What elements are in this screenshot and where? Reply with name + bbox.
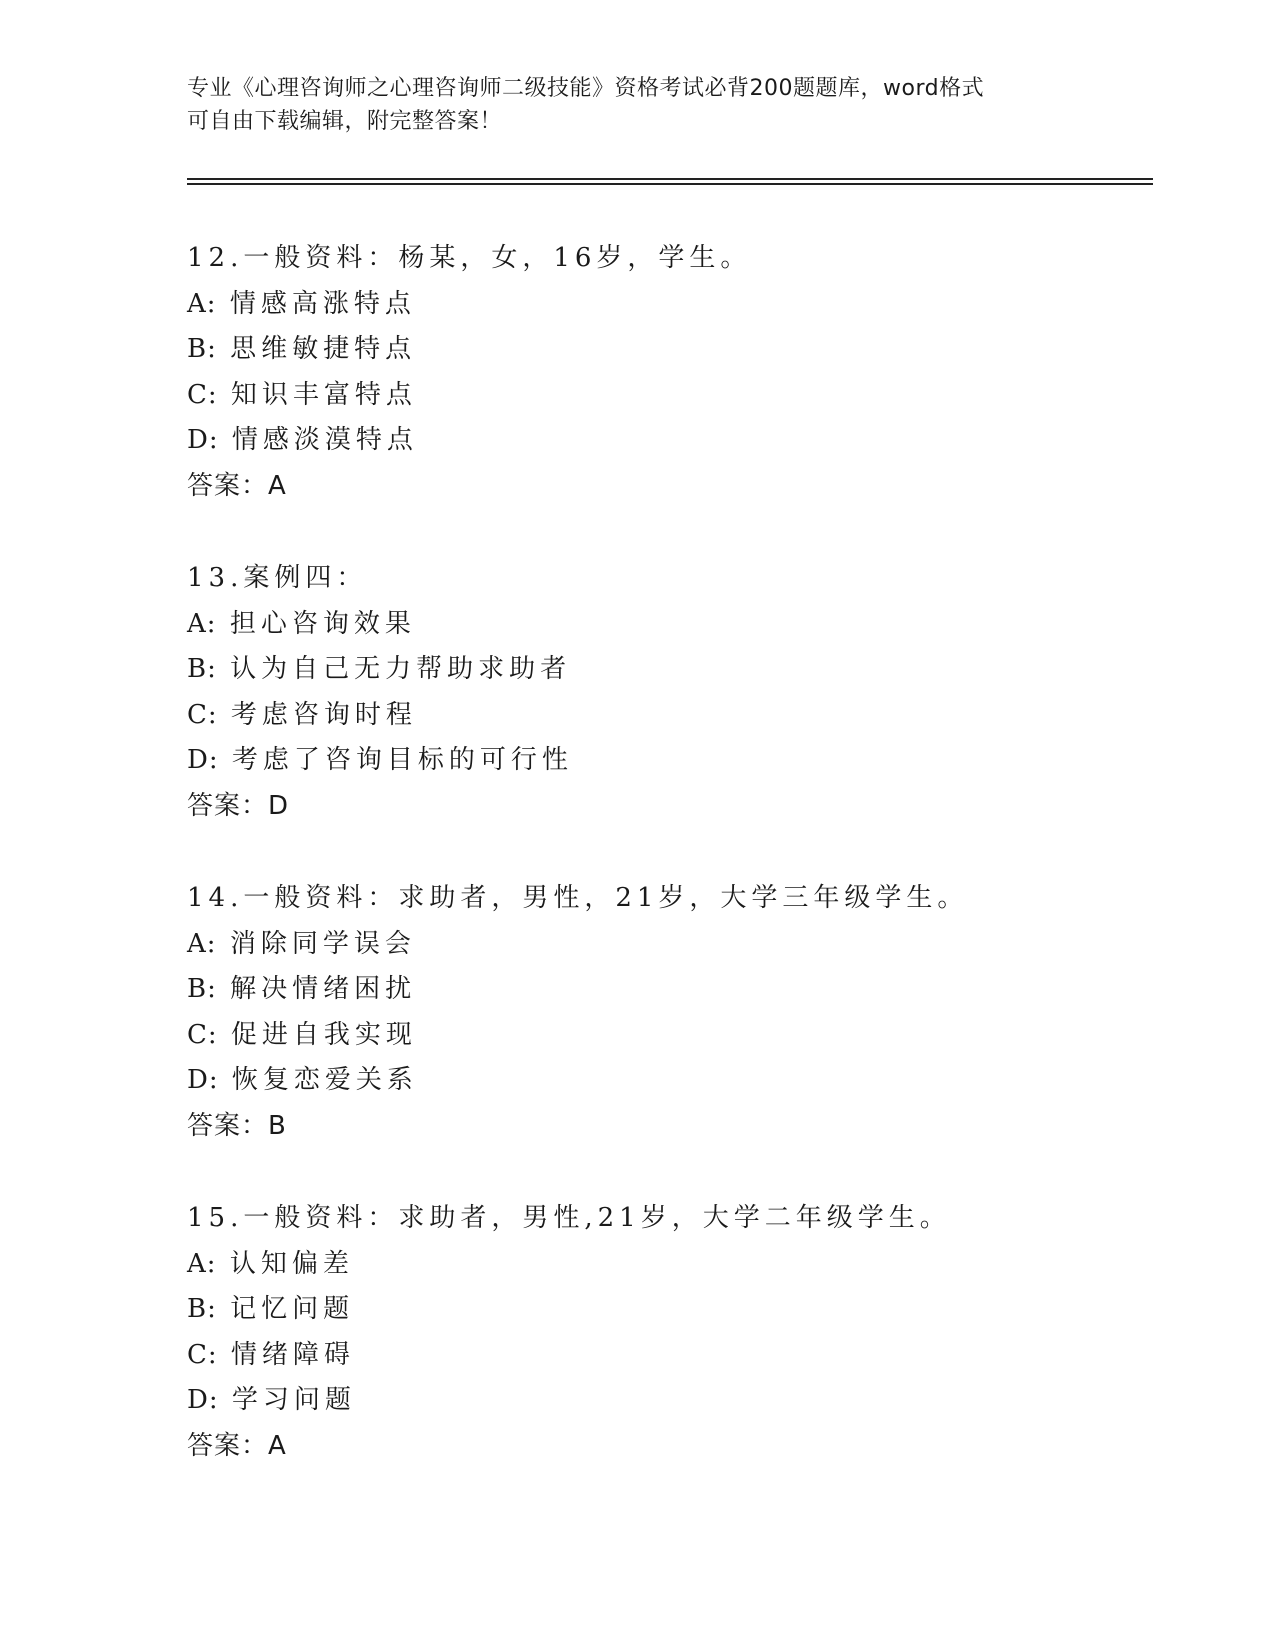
option-c	[187, 373, 1147, 419]
question-stem: 12.一般资料：杨某，女，16岁，学生。	[187, 243, 752, 273]
answer: 答案：A	[187, 1430, 287, 1461]
answer: 答案：D	[187, 790, 290, 821]
option-label: D:	[187, 1385, 219, 1415]
option-c	[187, 693, 1147, 739]
option-c	[187, 1013, 1147, 1059]
question-list	[187, 236, 1147, 1516]
option-text: 情感高涨特点	[229, 288, 416, 319]
option-label: C:	[187, 379, 218, 410]
question-stem: 13.案例四：	[187, 563, 368, 593]
option-text: 学习问题	[231, 1385, 356, 1415]
option-text: 恢复恋爱关系	[231, 1065, 418, 1095]
option-text: 担心咨询效果	[229, 608, 416, 639]
option-text: 考虑了咨询目标的可行性	[231, 745, 573, 775]
document-header	[187, 72, 1087, 138]
header-divider-top	[187, 178, 1153, 180]
question-stem: 14.一般资料：求助者，男性，21岁，大学三年级学生。	[187, 883, 969, 913]
option-text: 促进自我实现	[230, 1019, 417, 1050]
answer: 答案：B	[187, 1110, 287, 1141]
option-label: B:	[187, 974, 217, 1004]
option-b	[187, 327, 1147, 373]
option-text: 认知偏差	[229, 1248, 354, 1279]
header-divider-bottom	[187, 183, 1153, 185]
option-text: 考虑咨询时程	[230, 699, 417, 730]
option-label: A:	[187, 928, 217, 959]
question-13	[187, 556, 1147, 876]
option-label: C:	[187, 1339, 218, 1370]
option-label: D:	[187, 745, 219, 775]
header-line-2: 可自由下载编辑，附完整答案！	[187, 109, 503, 134]
option-label: C:	[187, 1019, 218, 1050]
option-text: 知识丰富特点	[230, 379, 417, 410]
option-text: 思维敏捷特点	[230, 334, 417, 364]
option-text: 消除同学误会	[229, 928, 416, 959]
option-label: B:	[187, 334, 217, 364]
option-label: B:	[187, 1294, 217, 1324]
option-text: 情绪障碍	[230, 1339, 355, 1370]
option-text: 认为自己无力帮助求助者	[230, 654, 572, 684]
option-a	[187, 922, 1147, 968]
option-c	[187, 1333, 1147, 1379]
option-b	[187, 647, 1147, 693]
option-b	[187, 1287, 1147, 1333]
option-label: D:	[187, 425, 219, 455]
option-label: B:	[187, 654, 217, 684]
option-text: 情感淡漠特点	[231, 425, 418, 455]
option-label: A:	[187, 608, 217, 639]
option-d	[187, 1378, 1147, 1424]
question-12	[187, 236, 1147, 556]
option-text: 解决情绪困扰	[230, 974, 417, 1004]
option-label: A:	[187, 288, 217, 319]
answer: 答案：A	[187, 470, 287, 501]
option-d	[187, 1058, 1147, 1104]
option-label: A:	[187, 1248, 217, 1279]
option-d	[187, 418, 1147, 464]
option-d	[187, 738, 1147, 784]
option-a	[187, 282, 1147, 328]
option-text: 记忆问题	[230, 1294, 355, 1324]
question-14	[187, 876, 1147, 1196]
header-line-1: 专业《心理咨询师之心理咨询师二级技能》资格考试必背200题题库，word格式	[187, 76, 985, 101]
option-label: C:	[187, 699, 218, 730]
option-b	[187, 967, 1147, 1013]
option-label: D:	[187, 1065, 219, 1095]
question-15	[187, 1196, 1147, 1516]
option-a	[187, 1242, 1147, 1288]
question-stem: 15.一般资料：求助者，男性,21岁，大学二年级学生。	[187, 1203, 951, 1233]
option-a	[187, 602, 1147, 648]
